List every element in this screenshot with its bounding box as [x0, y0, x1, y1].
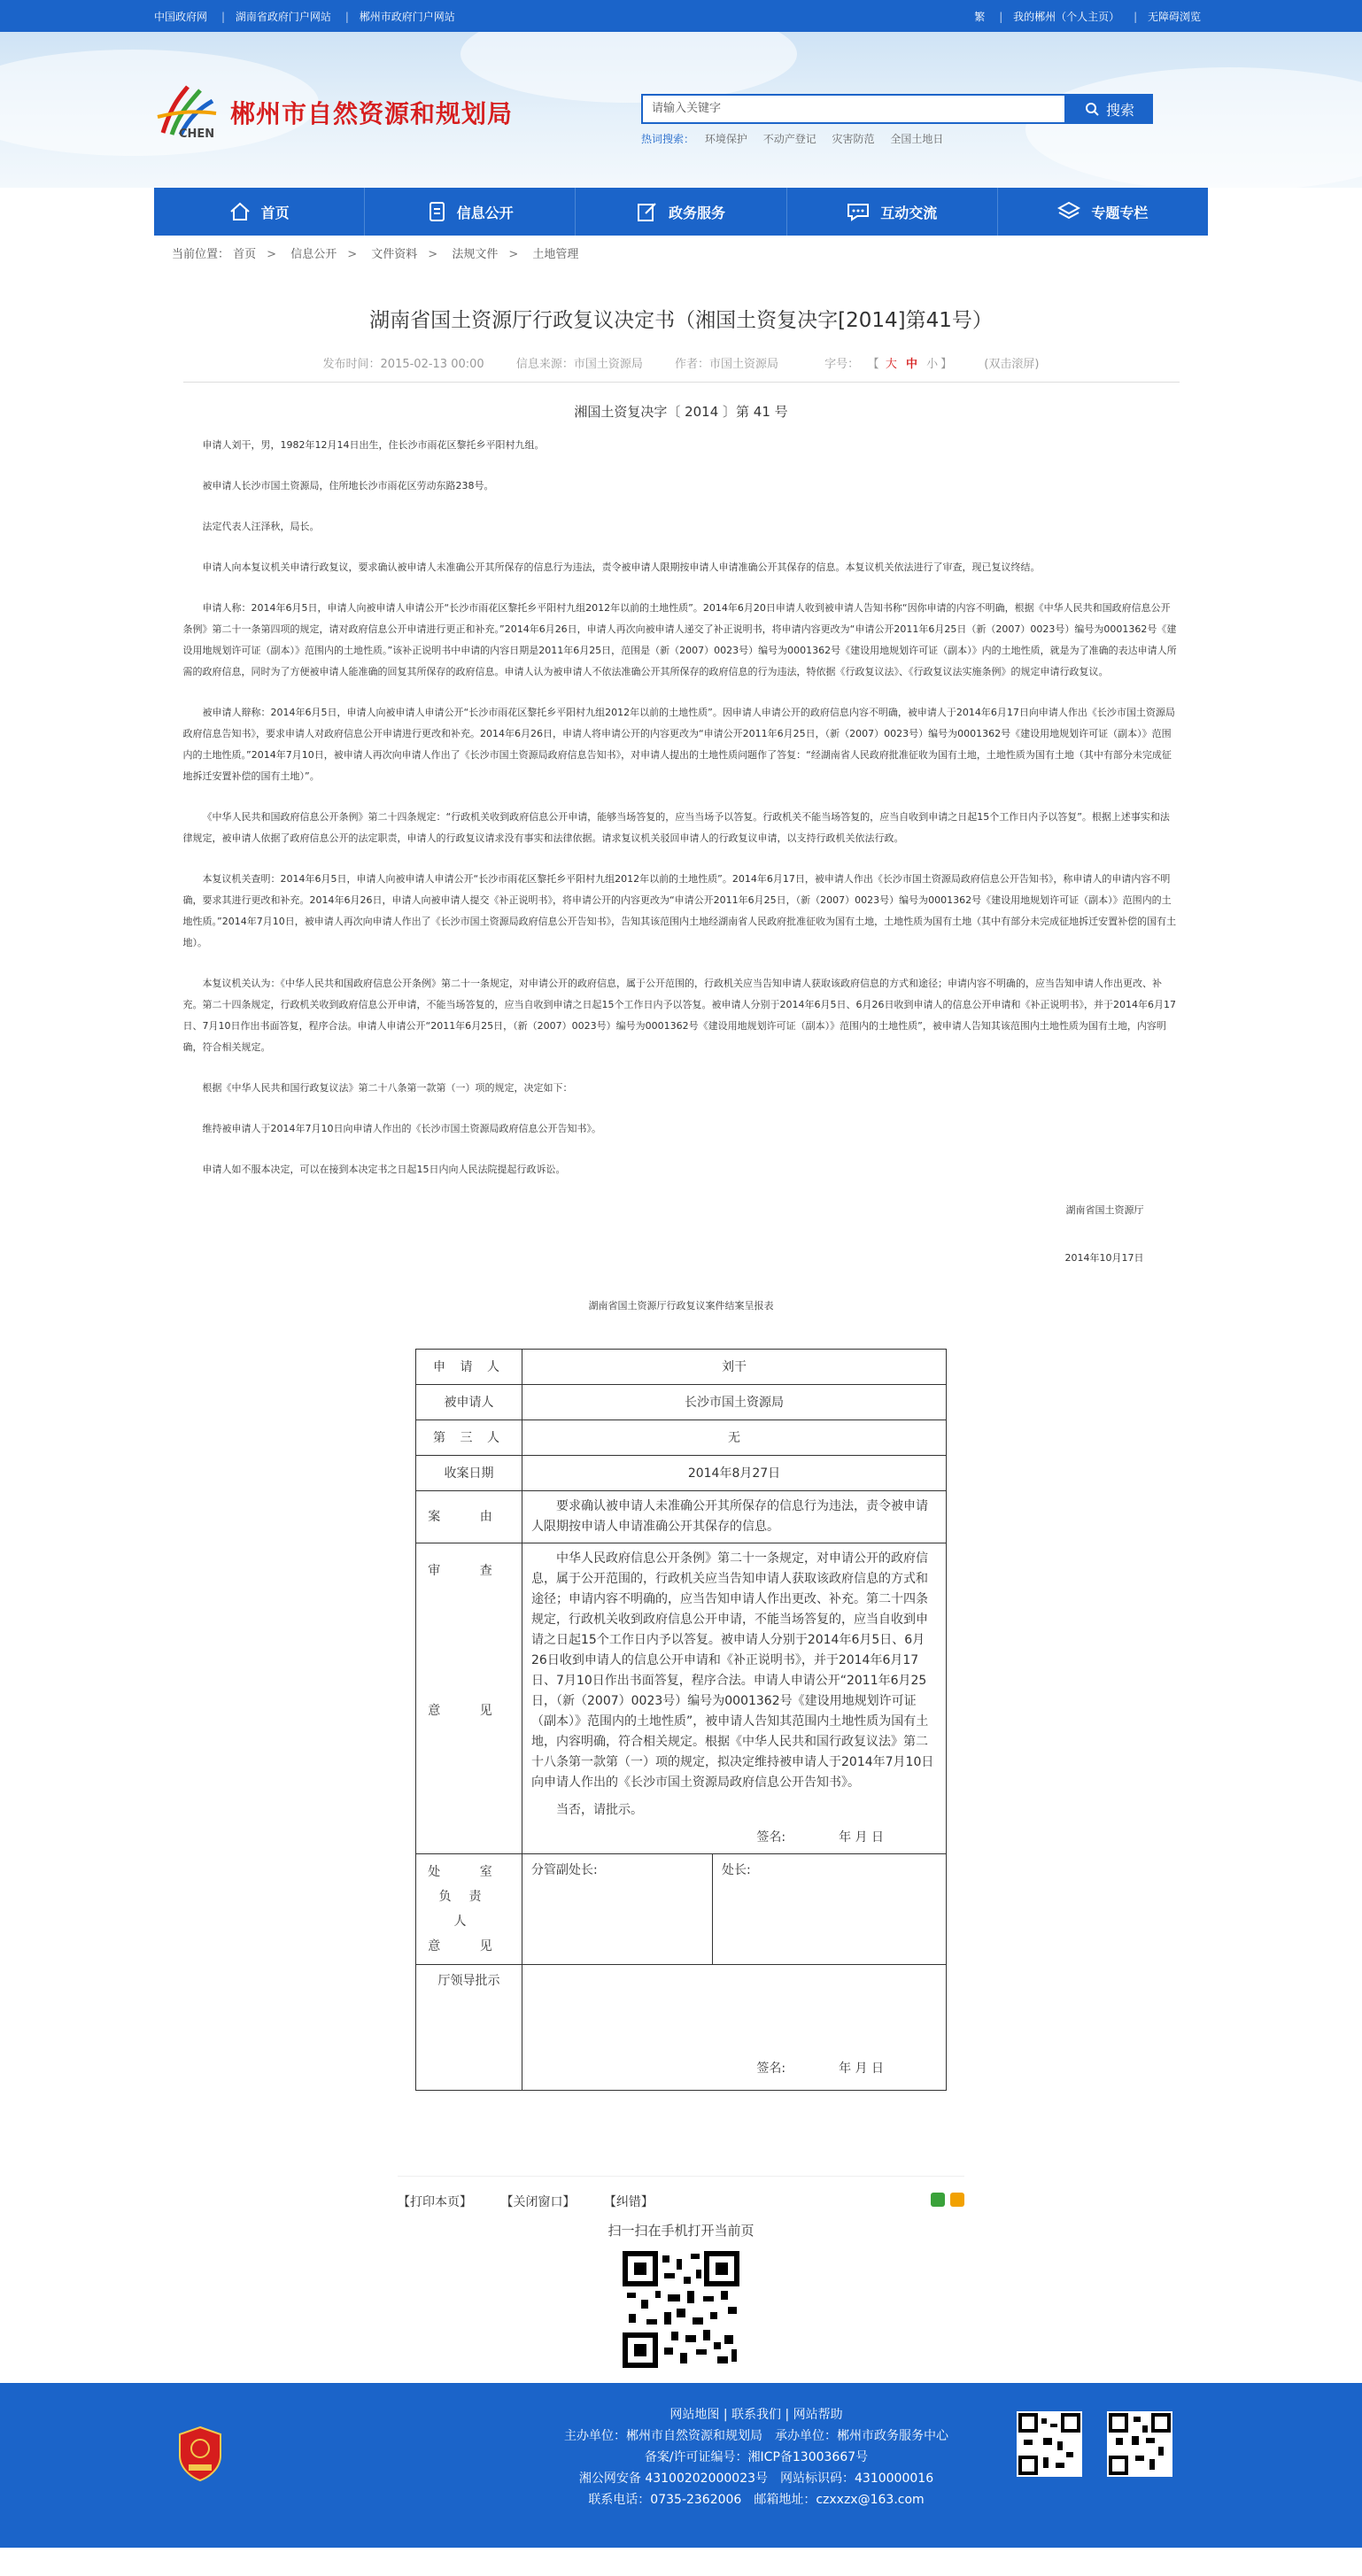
breadcrumb-item[interactable]: 文件资料 [371, 248, 418, 261]
link-chenzhou-gov[interactable]: 郴州市政府门户网站 [359, 10, 455, 23]
print-button[interactable]: 【打印本页】 [398, 2195, 472, 2209]
department-label-2: 负责人 [438, 1890, 499, 1929]
search-box [641, 94, 1153, 124]
qr-caption: 扫一扫在手机打开当前页 [607, 2223, 755, 2239]
hot-word[interactable]: 环境保护 [704, 133, 747, 145]
department-label-1: 处 室 [428, 1865, 510, 1879]
case-cause-label: 案 由 [416, 1491, 522, 1543]
contact-link[interactable]: 联系我们 [731, 2408, 781, 2422]
paragraph: 法定代表人汪泽秋，局长。 [202, 521, 320, 532]
site-logo[interactable] [154, 78, 513, 147]
third-party-label: 第 三 人 [416, 1420, 522, 1456]
breadcrumb-item[interactable]: 土地管理 [532, 248, 579, 261]
hot-word[interactable]: 灾害防范 [832, 133, 875, 145]
home-icon [229, 202, 251, 221]
filing-date-value: 2014年8月27日 [522, 1456, 947, 1491]
search-icon [1085, 102, 1099, 116]
leader-signature [531, 2058, 937, 2079]
contact-info: 联系电话：0735-2362006 邮箱地址：czxxzx@163.com [588, 2493, 925, 2507]
nav-item-info[interactable] [365, 188, 576, 236]
qr-code-icon [1017, 2411, 1082, 2477]
document-icon [427, 201, 446, 222]
decision-date: 2014年10月17日 [1064, 1252, 1144, 1264]
breadcrumb-prefix: 当前位置： [172, 248, 230, 261]
font-size-large[interactable]: 大 [885, 358, 897, 371]
form-caption: 湖南省国土资源厅行政复议案件结案呈报表 [588, 1300, 774, 1311]
hot-words [641, 131, 956, 146]
site-header [0, 32, 1362, 188]
layers-icon [1057, 201, 1080, 222]
nav-item-label: 首页 [260, 204, 290, 221]
deputy-cell: 分管副处长: [522, 1854, 713, 1965]
police-info[interactable]: 湘公网安备 43100202000023号 网站标识码：4310000016 [578, 2472, 934, 2486]
share-buttons [931, 2193, 964, 2210]
footer-qr-code [1017, 2411, 1082, 2477]
breadcrumb-item[interactable]: 首页 [233, 248, 257, 261]
font-size-medium[interactable]: 中 [905, 358, 917, 371]
footer-qr-code [1107, 2411, 1172, 2477]
document-number: 湘国土资复决字〔 2014 〕第 41 号 [574, 404, 788, 420]
nav-item-home[interactable] [154, 188, 365, 236]
search-button[interactable] [1066, 94, 1153, 124]
table-row [416, 1854, 947, 1965]
respondent-value: 长沙市国土资源局 [522, 1385, 947, 1420]
applicant-label: 申 请 人 [416, 1350, 522, 1385]
article-tools [398, 2176, 964, 2210]
review-opinion-text: 中华人民政府信息公开条例》第二十一条规定，对申请公开的政府信息，属于公开范围的，行政机关应当告知申请人获取该政府信息的方式和途径；申请内容不明确的，应当告知申请人作出更改、补充。第二十四条规定，行政机关收到政府信息公开申请，不能当场答复的，应当自收到申请之日起15个工作日内予以答复。被申请人分别于2014年6月5日、6月26日收到申请人的信息公开申请和《补正说明书》，并于2014年6月17日、7月10日作出书面答复，程序合法。申请人申请公开“2011年6月25日，（新（2007）0023号）编号为0001362号《建设用地规划许可证（副本）》范围内的土地性质”，被申请人告知其范围内土地性质为国有土地，内容明确，符合相关规定。根据《中华人民共和国行政复议法》第二十八条第一款第（一）项的规定，拟决定维持被申请人于2014年7月10日向申请人作出的《长沙市国土资源局政府信息公开告知书》。 [531, 1551, 934, 1790]
table-row [416, 1420, 947, 1456]
table-row [416, 1543, 947, 1854]
emblem-icon [176, 2425, 224, 2482]
wechat-icon[interactable] [931, 2193, 945, 2207]
main-nav [154, 188, 1208, 236]
publish-time: 发布时间：2015-02-13 00:00 [322, 358, 484, 371]
paragraph: 申请人称：2014年6月5日，申请人向被申请人申请公开“长沙市雨花区黎托乡平阳村九组2012年以前的土地性质”。2014年6月20日申请人收到被申请人告知书称“因你申请的内容不明确，根据《中华人民共和国政府信息公开条例》第二十一条第四项的规定，请对政府信息公开申请进行更正和补充。”2014年6月26日，申请人再次向被申请人递交了补正说明书，将申请内容更改为“申请公开2011年6月25日（新（2007）0023号）编号为0001362号《建设用地规划许可证（副本）》范围内的土地性质。”该补正说明书中申请的内容日期是2011年6月25日，范围是（新（2007）0023号）编号为0001362号《建设用地规划许可证（副本）》内的土地性质，就是为了准确的表达申请人所需的政府信息，同时为了方便被申请人能准确的回复其所保存的政府信息。申请人认为被申请人不依法准确公开其所保存的政府信息的行为违法，特依据《行政复议法》、《行政复议法实施条例》的规定申请行政复议。 [182, 602, 1177, 677]
icp-info[interactable]: 备案/许可证编号：湘ICP备13003667号 [644, 2450, 869, 2464]
table-row [416, 1965, 947, 2091]
link-gov-cn[interactable]: 中国政府网 [154, 10, 208, 23]
nav-item-label: 专题专栏 [1091, 204, 1149, 221]
paragraph: 本复议机关查明：2014年6月5日，申请人向被申请人申请公开“长沙市雨花区黎托乡平阳村九组2012年以前的土地性质”。2014年6月17日，被申请人作出《长沙市国土资源局政府信息公开告知书》，称申请人的申请内容不明确，要求其进行更改和补充。2014年6月26日，申请人向被申请人提交《补正说明书》，将申请公开的内容更改为“申请公开2011年6月25日，（新（2007）0023号）编号为0001362号《建设用地规划许可证（副本）》范围内的土地性质。”2014年7月10日，被申请人再次向申请人作出了《长沙市国土资源局政府信息公开告知书》，告知其该范围内土地经湖南省人民政府批准征收为国有土地，土地性质为国有土地（其中有部分未完成征地拆迁安置补偿的国有土地）。 [182, 873, 1177, 948]
case-form-table [415, 1349, 947, 2091]
review-label-bottom: 意 见 [428, 1704, 510, 1718]
font-size-small[interactable]: 小 [926, 358, 939, 371]
top-bar: 中国政府网 | 湖南省政府门户网站 | 郴州市政府门户网站 繁 | 我的郴州（个人主页） | 无障碍浏览 [0, 0, 1362, 32]
footer-links: 网站地图 | 联系我们 | 网站帮助 [669, 2408, 843, 2422]
breadcrumb-item[interactable]: 信息公开 [290, 248, 337, 261]
review-label-top: 审 查 [428, 1564, 510, 1578]
hot-word[interactable]: 不动产登记 [762, 133, 816, 145]
nav-item-interaction[interactable] [787, 188, 998, 236]
paragraph: 根据《中华人民共和国行政复议法》第二十八条第一款第（一）项的规定，决定如下： [202, 1082, 573, 1094]
filing-date-label: 收案日期 [416, 1456, 522, 1491]
article-meta [183, 354, 1180, 383]
my-chenzhou-link[interactable]: 我的郴州（个人主页） [1013, 10, 1120, 23]
paragraph: 维持被申请人于2014年7月10日向申请人作出的《长沙市国土资源局政府信息公开告知书》。 [202, 1123, 601, 1134]
qr-code-icon [1107, 2411, 1172, 2477]
footer-qr-codes [1017, 2411, 1172, 2477]
review-request: 当否，请批示。 [556, 1803, 643, 1817]
main-content [154, 236, 1208, 2369]
party-gov-emblem[interactable] [176, 2425, 224, 2482]
weibo-icon[interactable] [950, 2193, 964, 2207]
paragraph: 申请人向本复议机关申请行政复议，要求确认被申请人未准确公开其所保存的信息行为违法，责令被申请人限期按申请人申请准确公开其保存的信息。本复议机关依法进行了审查，现已复议终结。 [202, 561, 1041, 573]
nav-item-services[interactable] [576, 188, 786, 236]
bottom-strip [0, 2548, 1362, 2571]
font-size-label: 字号： [824, 358, 860, 371]
help-link[interactable]: 网站帮助 [793, 2408, 843, 2422]
respondent-label: 被申请人 [416, 1385, 522, 1420]
link-hunan-gov[interactable]: 湖南省政府门户网站 [235, 10, 331, 23]
table-row [416, 1491, 947, 1543]
font-size-control [810, 358, 956, 371]
leader-label: 厅领导批示 [416, 1965, 522, 2091]
department-label-3: 意 见 [428, 1939, 510, 1953]
case-cause-value [522, 1491, 947, 1543]
sign-label: 签名: [756, 1830, 786, 1845]
hot-word[interactable]: 全国土地日 [890, 133, 944, 145]
double-click-scroll[interactable]: (双击滚屏) [984, 358, 1040, 371]
review-opinion-value [522, 1543, 947, 1854]
nav-item-topics[interactable] [998, 188, 1208, 236]
third-party-value: 无 [522, 1420, 947, 1456]
nav-item-label: 互动交流 [880, 204, 938, 221]
table-row [416, 1385, 947, 1420]
applicant-value: 刘干 [522, 1350, 947, 1385]
info-source: 信息来源：市国土资源局 [515, 358, 643, 371]
paragraph: 本复议机关认为：《中华人民共和国政府信息公开条例》第二十一条规定，对申请公开的政府信息，属于公开范围的，行政机关应当告知申请人获取该政府信息的方式和途径；申请内容不明确的，应当告知申请人作出更改、补充。第二十四条规定，行政机关收到政府信息公开申请，不能当场答复的，应当自收到申请之日起15个工作日内予以答复。被申请人分别于2014年6月5日、6月26日收到申请人的信息公开申请和《补正说明书》，并于2014年6月17日、7月10日作出书面答复，程序合法。申请人申请公开“2011年6月25日，（新（2007）0023号）编号为0001362号《建设用地规划许可证（副本）》范围内的土地性质”，被申请人告知其该范围内土地性质为国有土地，内容明确，符合相关规定。 [182, 978, 1176, 1053]
hot-words-label: 热词搜索： [641, 133, 695, 145]
table-row [416, 1456, 947, 1491]
search-input[interactable]: 请输入关键字 [641, 94, 1066, 124]
edit-icon [637, 201, 658, 222]
leader-cell [522, 1965, 947, 2091]
error-report-button[interactable]: 【纠错】 [603, 2195, 654, 2209]
close-window-button[interactable]: 【关闭窗口】 [500, 2195, 576, 2209]
paragraph: 《中华人民共和国政府信息公开条例》第二十四条规定：“行政机关收到政府信息公开申请，能够当场答复的，应当当场予以答复。行政机关不能当场答复的，应当自收到申请之日起15个工作日内予以答复”。根据上述事实和法律规定，被申请人依据了政府信息公开的法定职责，申请人的行政复议请求没有事实和法律依据。请求复议机关驳回申请人的行政复议申请，以支持行政机关依法行政。 [182, 811, 1170, 844]
review-opinion-label [416, 1543, 522, 1854]
footer-info [561, 2404, 951, 2510]
sponsor-info: 主办单位：郴州市自然资源和规划局 承办单位：郴州市政务服务中心 [564, 2429, 948, 2443]
site-footer [0, 2383, 1362, 2548]
nav-item-label: 政务服务 [669, 204, 726, 221]
review-signature [531, 1828, 937, 1848]
sign-date: 年 月 日 [839, 1830, 884, 1845]
author: 作者：市国土资源局 [674, 358, 778, 371]
paragraph: 申请人刘干，男，1982年12月14日出生，住长沙市雨花区黎托乡平阳村九组。 [202, 439, 545, 451]
sign-date: 年 月 日 [839, 2062, 884, 2076]
signer: 湖南省国土资源厅 [1065, 1204, 1144, 1216]
paragraph: 申请人如不服本决定，可以在接到本决定书之日起15日内向人民法院提起行政诉讼。 [202, 1164, 566, 1175]
font-bracket-open: 【 [873, 358, 879, 371]
traditional-chinese-link[interactable]: 繁 [974, 10, 986, 23]
logo-text: CHEN [179, 128, 215, 141]
sitemap-link[interactable]: 网站地图 [669, 2408, 720, 2422]
article-title: 湖南省国土资源厅行政复议决定书（湘国土资复决字[2014]第41号） [369, 309, 993, 332]
chief-cell: 处长: [713, 1854, 947, 1965]
sign-label: 签名: [756, 2062, 786, 2076]
department-label [416, 1854, 522, 1965]
chat-icon [847, 202, 870, 221]
qr-code-icon [622, 2250, 740, 2369]
paragraph: 被申请人辩称：2014年6月5日，申请人向被申请人申请公开“长沙市雨花区黎托乡平阳村九组2012年以前的土地性质”。因申请人申请公开的政府信息内容不明确，被申请人于2014年6月17日向申请人作出《长沙市国土资源局政府信息告知书》，要求申请人对政府信息公开申请进行更改和补充。2014年6月26日，申请人将申请公开的内容更改为“申请公开2011年6月25日，（新（2007）0023号）编号为0001362号《建设用地规划许可证（副本）》范围内的土地性质。”2014年7月10日，被申请人再次向申请人作出了《长沙市国土资源局政府信息告知书》，对申请人提出的土地性质问题作了答复：“经湖南省人民政府批准征收为国有土地，土地性质为国有土地（其中有部分未完成征地拆迁安置补偿的国有土地）”。 [182, 707, 1175, 782]
site-title: 郴州市自然资源和规划局 [230, 99, 514, 128]
accessibility-link[interactable]: 无障碍浏览 [1147, 10, 1201, 23]
qr-code [622, 2250, 740, 2369]
article-body [183, 435, 1180, 2091]
paragraph: 被申请人长沙市国土资源局，住所地长沙市雨花区劳动东路238号。 [202, 480, 494, 491]
case-cause-text: 要求确认被申请人未准确公开其所保存的信息行为违法，责令被申请人限期按申请人申请准确公开其保存的信息。 [531, 1499, 928, 1534]
nav-item-label: 信息公开 [456, 204, 514, 221]
search-button-label: 搜索 [1105, 101, 1134, 119]
font-bracket-close: 】 [940, 358, 953, 371]
breadcrumb: 当前位置： 首页 > 信息公开 > 文件资料 > 法规文件 > 土地管理 [172, 248, 579, 261]
table-row [416, 1350, 947, 1385]
breadcrumb-item[interactable]: 法规文件 [452, 248, 499, 261]
